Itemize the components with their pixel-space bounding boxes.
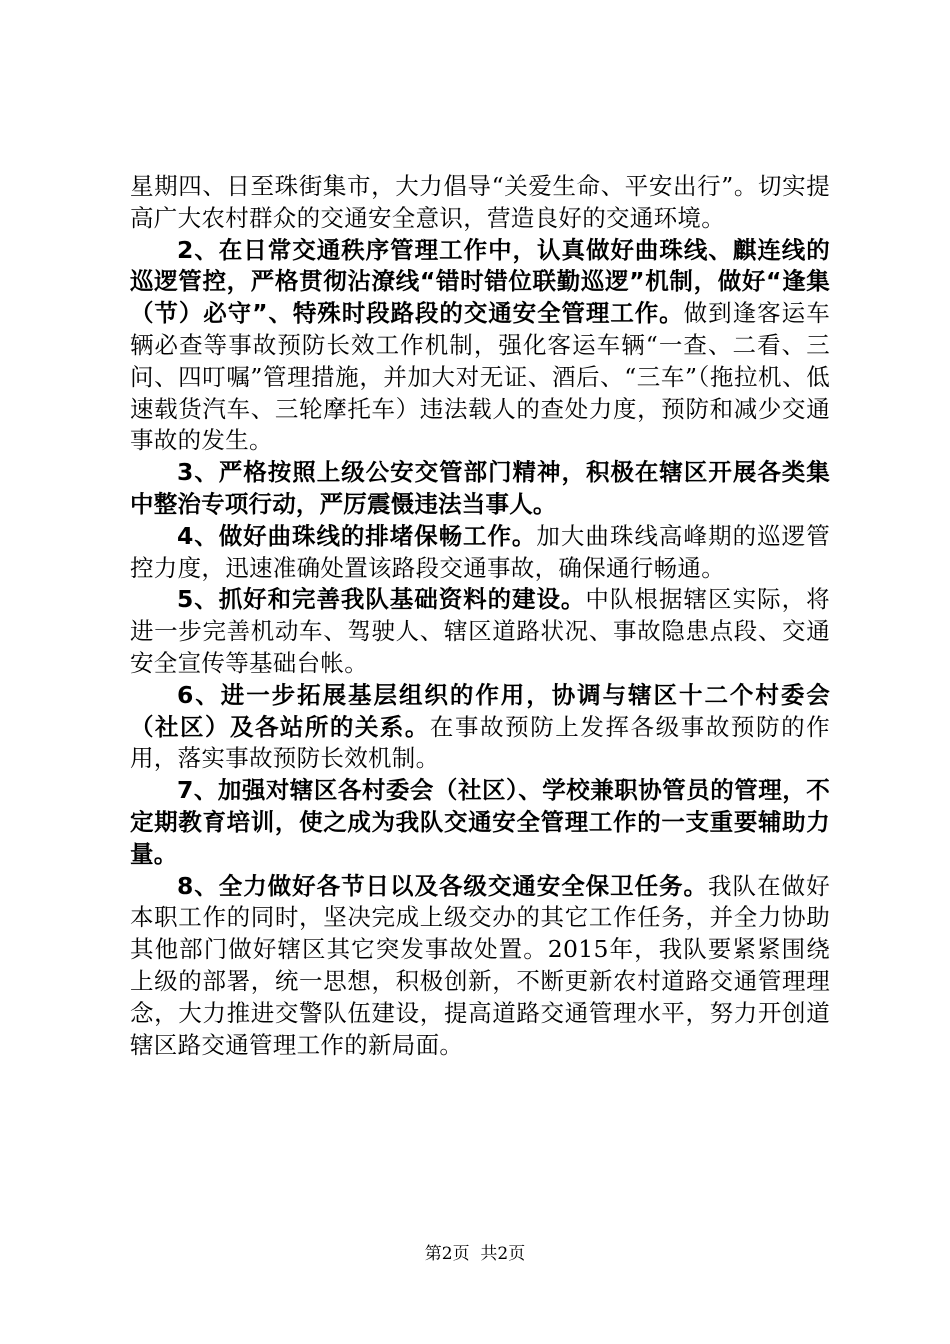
- paragraph-6: [130, 680, 830, 775]
- paragraph-lead: 7、加强对辖区各村委会（社区）、学校兼职协管员的管理，不定期教育培训，使之成为我队交通安全管理工作的一支重要辅助力量。: [130, 776, 830, 868]
- paragraph-text: 做到逢客运车辆必查等事故预防长效工作机制，强化客运车辆“一查、二看、三问、四叮嘱”管理措施，并加大对无证、酒后、“三车”（拖拉机、低速载货汽车、三轮摩托车）违法载人的查处力度，预防和减少交通事故的发生。: [130, 299, 830, 455]
- paragraph-text: 在事故预防上发挥各级事故预防的作用，落实事故预防长效机制。: [130, 712, 830, 773]
- paragraph-1: [130, 171, 830, 235]
- paragraph-lead: 5、抓好和完善我队基础资料的建设。: [177, 585, 586, 614]
- page-number: 第2页 共2页: [424, 1244, 526, 1264]
- paragraph-text: 中队根据辖区实际，将进一步完善机动车、驾驶人、辖区道路状况、事故隐患点段、交通安全宣传等基础台帐。: [130, 585, 830, 677]
- paragraph-4: [130, 521, 830, 585]
- paragraph-5: [130, 584, 830, 679]
- paragraph-2: [130, 235, 830, 458]
- paragraph-text: 星期四、日至珠街集市，大力倡导“关爱生命、平安出行”。切实提高广大农村群众的交通安全意识，营造良好的交通环境。: [130, 172, 830, 232]
- page-footer: [0, 1243, 950, 1265]
- paragraph-lead: 6、进一步拓展基层组织的作用，协调与辖区十二个村委会（社区）及各站所的关系。: [130, 680, 830, 741]
- document-body: [130, 171, 830, 1061]
- paragraph-text: 加大曲珠线高峰期的巡逻管控力度，迅速准确处置该路段交通事故，确保通行畅通。: [130, 521, 830, 582]
- paragraph-text: 我队在做好本职工作的同时，坚决完成上级交办的其它工作任务，并全力协助其他部门做好辖区其它突发事故处置。2015年，我队要紧紧围绕上级的部署，统一思想，积极创新，不断更新农村道路交通管理理念，大力推进交警队伍建设，提高道路交通管理水平，努力开创道辖区路交通管理工作的新局面。: [130, 871, 830, 1059]
- paragraph-lead: 8、全力做好各节日以及各级交通安全保卫任务。: [177, 871, 708, 900]
- paragraph-3: [130, 457, 830, 521]
- paragraph-8: [130, 871, 830, 1062]
- paragraph-7: [130, 775, 830, 870]
- paragraph-lead: 3、严格按照上级公安交管部门精神，积极在辖区开展各类集中整治专项行动，严厉震慑违法当事人。: [130, 458, 830, 518]
- paragraph-lead: 2、在日常交通秩序管理工作中，认真做好曲珠线、麒连线的巡逻管控，严格贯彻沾潦线“错时错位联勤巡逻”机制，做好“逢集（节）必守”、特殊时段路段的交通安全管理工作。: [130, 235, 830, 328]
- paragraph-lead: 4、做好曲珠线的排堵保畅工作。: [177, 521, 537, 550]
